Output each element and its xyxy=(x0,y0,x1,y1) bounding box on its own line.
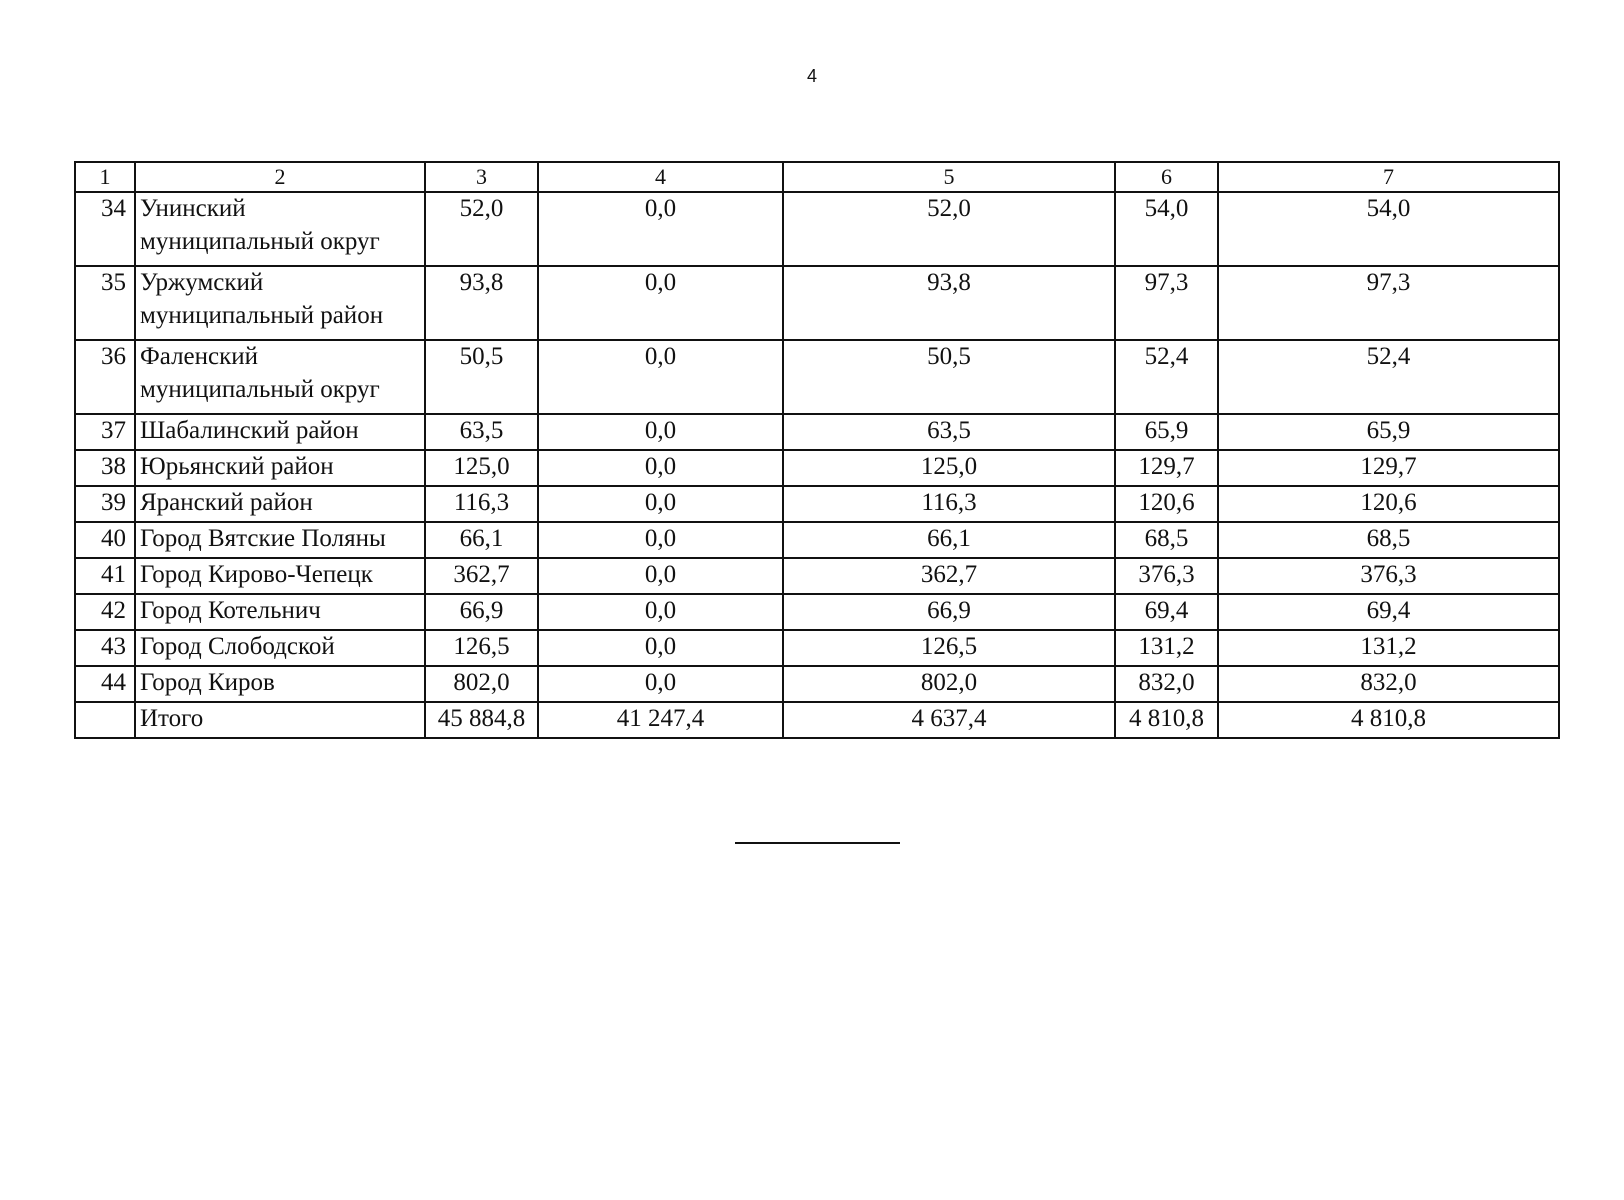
cell-col-6: 97,3 xyxy=(1115,266,1218,340)
row-number: 44 xyxy=(75,666,135,702)
cell-col-4: 0,0 xyxy=(538,594,783,630)
cell-col-5: 63,5 xyxy=(783,414,1115,450)
column-header: 2 xyxy=(135,162,425,192)
table-row xyxy=(75,522,1559,558)
cell-col-4: 0,0 xyxy=(538,266,783,340)
cell-col-3: 116,3 xyxy=(425,486,538,522)
cell-col-3: 50,5 xyxy=(425,340,538,414)
municipality-name: Фаленский муниципальный округ xyxy=(135,340,425,414)
table-row xyxy=(75,414,1559,450)
table-row xyxy=(75,558,1559,594)
header-row xyxy=(75,162,1559,192)
cell-col-6: 69,4 xyxy=(1115,594,1218,630)
page-number: 4 xyxy=(806,66,817,86)
total-row xyxy=(75,702,1559,738)
cell-col-5: 362,7 xyxy=(783,558,1115,594)
row-number: 34 xyxy=(75,192,135,266)
cell-col-4: 0,0 xyxy=(538,558,783,594)
cell-col-7: 97,3 xyxy=(1218,266,1559,340)
cell-col-3: 52,0 xyxy=(425,192,538,266)
cell-col-6: 120,6 xyxy=(1115,486,1218,522)
municipality-name: Шабалинский район xyxy=(135,414,425,450)
cell-col-7: 52,4 xyxy=(1218,340,1559,414)
column-header: 3 xyxy=(425,162,538,192)
table-row xyxy=(75,666,1559,702)
cell-col-4: 0,0 xyxy=(538,522,783,558)
municipality-name: Город Вятские Поляны xyxy=(135,522,425,558)
cell-col-5: 802,0 xyxy=(783,666,1115,702)
row-number: 42 xyxy=(75,594,135,630)
cell-col-7: 131,2 xyxy=(1218,630,1559,666)
municipality-name: Город Котельнич xyxy=(135,594,425,630)
municipality-name: Город Слободской xyxy=(135,630,425,666)
total-col-3: 45 884,8 xyxy=(425,702,538,738)
cell-col-6: 832,0 xyxy=(1115,666,1218,702)
cell-col-6: 376,3 xyxy=(1115,558,1218,594)
cell-col-4: 0,0 xyxy=(538,192,783,266)
row-number: 40 xyxy=(75,522,135,558)
cell-col-7: 65,9 xyxy=(1218,414,1559,450)
row-number: 36 xyxy=(75,340,135,414)
cell-col-7: 832,0 xyxy=(1218,666,1559,702)
municipality-name: Яранский район xyxy=(135,486,425,522)
cell-col-6: 52,4 xyxy=(1115,340,1218,414)
cell-col-3: 63,5 xyxy=(425,414,538,450)
row-number: 37 xyxy=(75,414,135,450)
cell-col-6: 129,7 xyxy=(1115,450,1218,486)
cell-col-4: 0,0 xyxy=(538,450,783,486)
cell-col-6: 54,0 xyxy=(1115,192,1218,266)
municipality-name: Уржумский муниципальный район xyxy=(135,266,425,340)
cell-col-3: 125,0 xyxy=(425,450,538,486)
cell-col-6: 131,2 xyxy=(1115,630,1218,666)
total-col-4: 41 247,4 xyxy=(538,702,783,738)
municipality-name: Унинский муниципальный округ xyxy=(135,192,425,266)
table-row xyxy=(75,340,1559,414)
cell-col-3: 802,0 xyxy=(425,666,538,702)
cell-col-7: 54,0 xyxy=(1218,192,1559,266)
cell-col-7: 120,6 xyxy=(1218,486,1559,522)
cell-col-7: 376,3 xyxy=(1218,558,1559,594)
table-row xyxy=(75,594,1559,630)
column-header: 4 xyxy=(538,162,783,192)
cell-col-4: 0,0 xyxy=(538,630,783,666)
row-number: 38 xyxy=(75,450,135,486)
cell-col-6: 68,5 xyxy=(1115,522,1218,558)
cell-col-3: 66,9 xyxy=(425,594,538,630)
cell-col-5: 66,1 xyxy=(783,522,1115,558)
municipality-name: Город Кирово-Чепецк xyxy=(135,558,425,594)
cell-col-4: 0,0 xyxy=(538,414,783,450)
cell-col-5: 50,5 xyxy=(783,340,1115,414)
cell-col-5: 126,5 xyxy=(783,630,1115,666)
row-number: 39 xyxy=(75,486,135,522)
data-table xyxy=(74,161,1560,739)
table-row xyxy=(75,630,1559,666)
table-row xyxy=(75,450,1559,486)
cell-col-3: 362,7 xyxy=(425,558,538,594)
cell-col-5: 52,0 xyxy=(783,192,1115,266)
cell-col-4: 0,0 xyxy=(538,340,783,414)
cell-col-4: 0,0 xyxy=(538,486,783,522)
cell-col-3: 126,5 xyxy=(425,630,538,666)
cell-col-6: 65,9 xyxy=(1115,414,1218,450)
cell-col-5: 125,0 xyxy=(783,450,1115,486)
cell-col-5: 66,9 xyxy=(783,594,1115,630)
cell-col-7: 129,7 xyxy=(1218,450,1559,486)
total-col-7: 4 810,8 xyxy=(1218,702,1559,738)
row-number: 35 xyxy=(75,266,135,340)
municipality-name: Город Киров xyxy=(135,666,425,702)
cell-col-7: 68,5 xyxy=(1218,522,1559,558)
total-label: Итого xyxy=(135,702,425,738)
column-header: 7 xyxy=(1218,162,1559,192)
column-header: 5 xyxy=(783,162,1115,192)
table-row xyxy=(75,192,1559,266)
column-header: 6 xyxy=(1115,162,1218,192)
row-number: 43 xyxy=(75,630,135,666)
cell-col-5: 116,3 xyxy=(783,486,1115,522)
cell-col-7: 69,4 xyxy=(1218,594,1559,630)
column-header: 1 xyxy=(75,162,135,192)
table-row xyxy=(75,486,1559,522)
row-number xyxy=(75,702,135,738)
municipality-name: Юрьянский район xyxy=(135,450,425,486)
table-row xyxy=(75,266,1559,340)
total-col-6: 4 810,8 xyxy=(1115,702,1218,738)
total-col-5: 4 637,4 xyxy=(783,702,1115,738)
cell-col-3: 93,8 xyxy=(425,266,538,340)
cell-col-4: 0,0 xyxy=(538,666,783,702)
row-number: 41 xyxy=(75,558,135,594)
end-of-document-rule xyxy=(735,842,900,844)
cell-col-5: 93,8 xyxy=(783,266,1115,340)
cell-col-3: 66,1 xyxy=(425,522,538,558)
